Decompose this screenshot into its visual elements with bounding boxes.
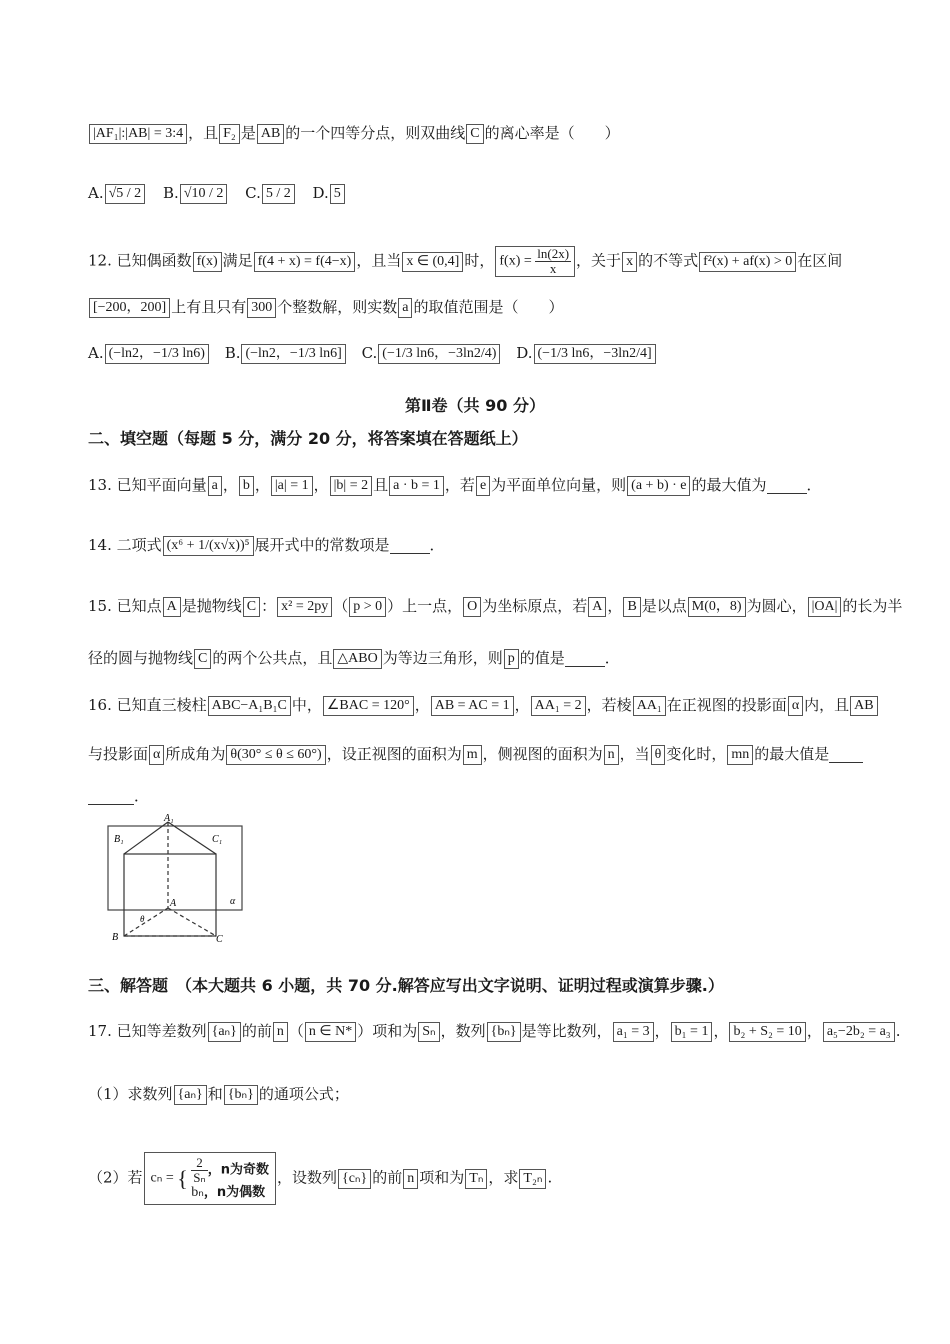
q17-cond2: b₁ = 1 — [671, 1022, 713, 1042]
q15-p: p — [504, 649, 519, 669]
q17-Sn: Sₙ — [418, 1022, 439, 1042]
q15-O: O — [463, 597, 481, 617]
q17-cond1: a₁ = 3 — [613, 1022, 654, 1042]
q12-count: 300 — [247, 298, 276, 318]
q12-a: a — [398, 298, 412, 318]
q12-fx: f(x) — [193, 252, 222, 272]
q12-option-d[interactable]: (−1/3 ln6，−3ln2/4] — [534, 344, 656, 364]
q17-p1-bn: {bₙ} — [224, 1085, 258, 1105]
q16-theta-range: θ(30° ≤ θ ≤ 60°) — [226, 745, 325, 765]
q17-bn: {bₙ} — [487, 1022, 521, 1042]
q16-eq2: AA₁ = 2 — [531, 696, 586, 716]
q13-vector-b: b — [239, 476, 254, 496]
q15-line2: 径的圆与抛物线 C 的两个公共点，且 △ABO 为等边三角形，则 p 的值是 ． — [88, 649, 620, 667]
q15-A: A — [163, 597, 181, 617]
q12-interval: x ∈ (0,4] — [402, 252, 463, 272]
front-face — [124, 854, 216, 936]
q13-line: 13. 已知平面向量 a ， b ， |a| = 1 ， |b| = 2 且 a · b = 1 ，若 e 为平面单位向量，则 (a + b) · e 的最大值为 ． — [88, 476, 822, 494]
q14-expr: (x⁶ + 1/(x√x))⁵ — [163, 536, 254, 556]
q16-eq1: AB = AC = 1 — [431, 696, 514, 716]
q16-alpha2: α — [149, 745, 164, 765]
q17-an: {aₙ} — [208, 1022, 241, 1042]
q16-answer-blank-1[interactable] — [829, 748, 863, 763]
q16-line3: ． — [88, 785, 149, 807]
q17-p2-n: n — [403, 1169, 418, 1189]
q12-option-c[interactable]: (−1/3 ln6，−3ln2/4) — [378, 344, 500, 364]
q13-e: e — [476, 476, 490, 496]
q11-line: |AF₁|:|AB| = 3:4 ，且 F₂ 是 AB 的一个四等分点，则双曲线 C 的离心率是（ ） — [88, 122, 620, 144]
q16-answer-blank-2[interactable] — [88, 790, 134, 805]
label-C: C — [216, 934, 223, 944]
q17-line1: 17. 已知等差数列 {aₙ} 的前 n （ n ∈ N* ）项和为 Sₙ ，数列 {bₙ} 是等比数列， a₁ = 3 ， b₁ = 1 ， b₂ + S₂ = 10 ， a₅−2b₂ = a₃ . — [88, 1022, 901, 1040]
label-A: A — [170, 898, 177, 909]
q15-answer-blank[interactable] — [565, 652, 605, 667]
label-B1: B₁ — [114, 834, 124, 845]
q15-C: C — [243, 597, 260, 617]
q16-aa1: AA₁ — [633, 696, 666, 716]
q17-p2-Tn: Tₙ — [465, 1169, 487, 1189]
q13-expr: (a + b) · e — [627, 476, 690, 496]
q17-nN: n ∈ N* — [305, 1022, 356, 1042]
q13-norm-b: |b| = 2 — [330, 476, 373, 496]
q12-line1: 12. 已知偶函数 f(x) 满足 f(4 + x) = f(4−x) ，且当 x ∈ (0,4] 时， f(x) = $\frac{\ln(2x)}{x}$ ，关于 x 的不等式 f²(x) + af(x) > 0 在区间 — [88, 246, 843, 276]
q12-condition: f(4 + x) = f(4−x) — [254, 252, 356, 272]
q14-answer-blank[interactable] — [390, 539, 430, 554]
q16-angle: ∠BAC = 120° — [323, 696, 414, 716]
q11-option-c[interactable]: 5 / 2 — [262, 184, 295, 204]
q16-n: n — [604, 745, 619, 765]
q12-option-b[interactable]: (−ln2，−1/3 ln6] — [241, 344, 345, 364]
q17-part2: （2）若 cₙ = { $\frac{2}{\text{Sₙ}}$ ，n为奇数 bₙ，n为偶数 ，设数列 {cₙ} 的前 n 项和为 Tₙ ，求 T₂ₙ . — [88, 1152, 552, 1205]
q16-theta: θ — [651, 745, 666, 765]
q16-line2: 与投影面 α 所成角为 θ(30° ≤ θ ≤ 60°) ，设正视图的面积为 m ，侧视图的面积为 n ，当 θ 变化时， mn 的最大值是 — [88, 743, 863, 765]
q11-c: C — [466, 124, 483, 144]
q13-vector-a: a — [208, 476, 222, 496]
q11-ab: AB — [257, 124, 284, 144]
q17-n: n — [273, 1022, 288, 1042]
q15-C2: C — [194, 649, 211, 669]
q12-range: [−200，200] — [89, 298, 170, 318]
label-B: B — [112, 932, 119, 943]
label-C1: C₁ — [212, 834, 223, 845]
q17-cond4: a₅−2b₂ = a₃ — [823, 1022, 895, 1042]
q15-cond: p > 0 — [349, 597, 386, 617]
q17-p1-an: {aₙ} — [174, 1085, 207, 1105]
q16-ab: AB — [850, 696, 877, 716]
q11-f2: F₂ — [219, 124, 240, 144]
q12-definition: f(x) = $\frac{\ln(2x)}{x}$ — [495, 246, 575, 277]
label-A1: A₁ — [164, 813, 174, 824]
q16-mn: mn — [727, 745, 753, 765]
q17-p2-T2n: T₂ₙ — [519, 1169, 546, 1189]
q16-line1: 16. 已知直三棱柱 ABC−A₁B₁C 中， ∠BAC = 120° ， AB = AC = 1 ， AA₁ = 2 ，若棱 AA₁ 在正视图的投影面 α 内，且 AB — [88, 694, 879, 716]
q15-M: M(0，8) — [688, 597, 746, 617]
q12-line2: [−200，200] 上有且只有 300 个整数解，则实数 a 的取值范围是（ ） — [88, 296, 564, 318]
q15-triangle: △ABO — [333, 649, 381, 669]
q16-prism-figure — [104, 812, 254, 944]
q16-alpha: α — [788, 696, 803, 716]
q15-line1: 15. 已知点 A 是抛物线 C ： x² = 2py （ p > 0 ）上一点， O 为坐标原点，若 A ， B 是以点 M(0，8) 为圆心， |OA| 的长为半 — [88, 597, 903, 615]
section2-title: 第Ⅱ卷（共 90 分） — [405, 396, 545, 415]
q11-option-b[interactable]: √10 / 2 — [180, 184, 228, 204]
q12-option-a[interactable]: (−ln2，−1/3 ln6) — [105, 344, 209, 364]
label-alpha: α — [230, 896, 236, 907]
q11-options: A. √5 / 2 B. √10 / 2 C. 5 / 2 D. 5 — [88, 182, 346, 204]
q12-x: x — [622, 252, 637, 272]
part3-heading: 三、解答题 （本大题共 6 小题，共 70 分.解答应写出文字说明、证明过程或演算步骤.） — [88, 976, 724, 995]
q11-option-d[interactable]: 5 — [330, 184, 345, 204]
q12-options: A. (−ln2，−1/3 ln6) B. (−ln2，−1/3 ln6] C. (−1/3 ln6，−3ln2/4) D. (−1/3 ln6，−3ln2/4] — [88, 342, 657, 364]
q17-p2-cn: {cₙ} — [338, 1169, 371, 1189]
q14-line: 14. 二项式 (x⁶ + 1/(x√x))⁵ 展开式中的常数项是 ． — [88, 536, 445, 554]
label-theta: θ — [140, 914, 145, 924]
q11-option-a[interactable]: √5 / 2 — [105, 184, 146, 204]
q15-B: B — [623, 597, 640, 617]
q13-dot: a · b = 1 — [389, 476, 444, 496]
q13-norm-a: |a| = 1 — [271, 476, 313, 496]
q15-OA: |OA| — [808, 597, 842, 617]
q15-A2: A — [588, 597, 606, 617]
q17-cn-definition: cₙ = { $\frac{2}{\text{Sₙ}}$ ，n为奇数 bₙ，n为偶数 — [144, 1152, 276, 1205]
q16-m: m — [463, 745, 482, 765]
q15-eq: x² = 2py — [277, 597, 332, 617]
q16-prism: ABC−A₁B₁C — [208, 696, 291, 716]
q11-ratio-formula: |AF₁|:|AB| = 3:4 — [89, 124, 187, 144]
q13-answer-blank[interactable] — [767, 479, 807, 494]
q17-cond3: b₂ + S₂ = 10 — [729, 1022, 805, 1042]
q12-inequality: f²(x) + af(x) > 0 — [699, 252, 796, 272]
part2-heading: 二、填空题（每题 5 分，满分 20 分，将答案填在答题纸上） — [88, 429, 528, 448]
q17-part1: （1）求数列 {aₙ} 和 {bₙ} 的通项公式； — [88, 1085, 349, 1103]
